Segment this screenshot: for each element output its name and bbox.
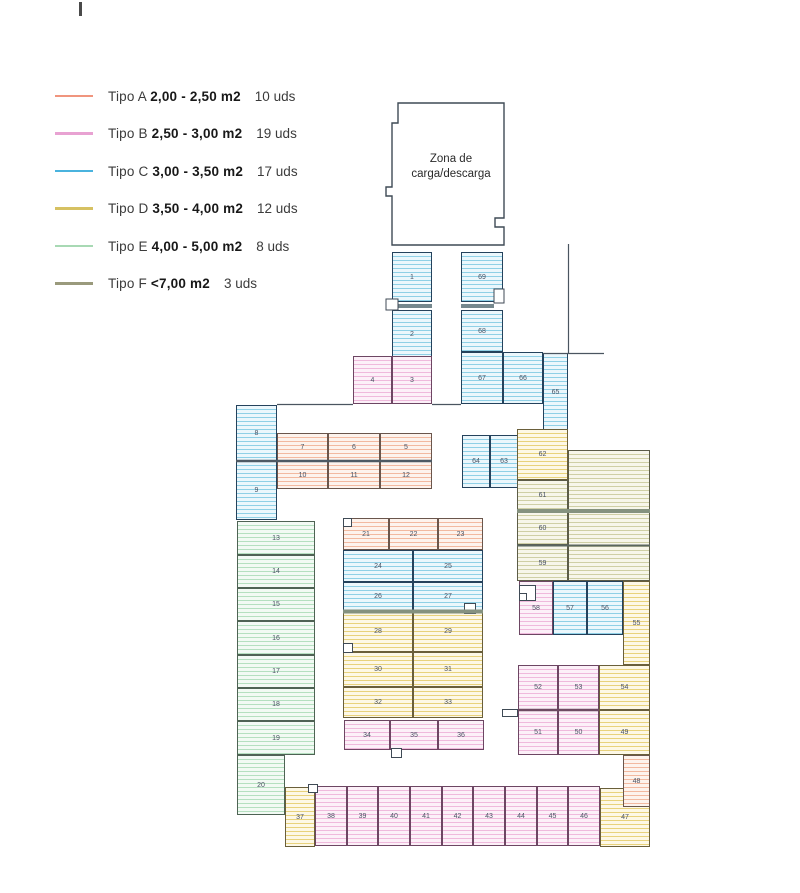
unit-34 — [344, 720, 390, 750]
legend-swatch-C — [55, 170, 93, 172]
pillar — [391, 748, 402, 758]
unit-number: 50 — [574, 729, 583, 736]
unit-38 — [315, 786, 347, 846]
loading-zone-label: Zona de carga/descarga — [411, 153, 491, 180]
unit-43 — [473, 786, 505, 846]
unit-number: 54 — [620, 684, 629, 691]
unit-number: 69 — [478, 273, 486, 281]
unit-number: 38 — [327, 812, 335, 820]
unit-number: 22 — [409, 530, 418, 538]
unit-number: 43 — [485, 812, 493, 820]
unit-number: 61 — [538, 492, 547, 499]
unit-number: 45 — [548, 812, 557, 820]
unit-number: 3 — [410, 376, 414, 384]
unit-number: 32 — [374, 699, 382, 706]
unit-number: 29 — [444, 628, 452, 635]
unit-59 — [517, 545, 568, 581]
scan-tick-mark — [79, 2, 82, 16]
unit-20 — [237, 755, 285, 815]
unit-number: 40 — [390, 812, 398, 820]
unit-number: 16 — [272, 634, 280, 642]
legend-label: Tipo C 3,00 - 3,50 m2 — [108, 163, 244, 179]
unit-number: 37 — [296, 813, 304, 821]
pillar — [464, 603, 476, 614]
legend-label: Tipo E 4,00 - 5,00 m2 — [108, 238, 243, 254]
unit-18 — [237, 688, 315, 721]
legend-item-B — [55, 126, 297, 142]
unit-56 — [587, 581, 623, 635]
unit-number: 62 — [538, 451, 547, 458]
unit-65 — [543, 353, 568, 432]
unit-number: 7 — [300, 443, 305, 451]
unit-19 — [237, 721, 315, 755]
legend-label: Tipo A 2,00 - 2,50 m2 — [108, 88, 241, 104]
unit-number: 39 — [358, 812, 367, 820]
unit-8 — [236, 405, 277, 461]
legend-swatch-A — [55, 95, 93, 97]
unit-number: 19 — [272, 734, 280, 742]
unit-36 — [438, 720, 484, 750]
unit-number: 27 — [444, 593, 452, 600]
unit-25 — [413, 550, 483, 582]
legend-swatch-F — [55, 282, 93, 284]
unit-number: 48 — [632, 777, 641, 785]
unit-number: 11 — [350, 471, 358, 479]
legend-swatch-D — [55, 207, 93, 209]
unit-number: 65 — [551, 389, 560, 396]
unit-35 — [390, 720, 438, 750]
unit-number: 41 — [422, 812, 430, 820]
unit-11 — [328, 461, 380, 489]
unit-number: 36 — [457, 731, 465, 739]
unit-67 — [461, 352, 503, 404]
unit-number: 53 — [574, 684, 583, 691]
unit-50 — [558, 710, 599, 755]
unit-10 — [277, 461, 328, 489]
unit-40 — [378, 786, 410, 846]
unit-31 — [413, 652, 483, 687]
unit-number: 31 — [444, 666, 452, 673]
unit-5 — [380, 433, 432, 461]
unit-23 — [438, 518, 483, 550]
unit-number: 67 — [478, 374, 486, 382]
unit-number: 1 — [410, 273, 414, 281]
unit-number: 18 — [272, 701, 280, 708]
legend-count: 8 uds — [256, 238, 290, 254]
legend-item-A — [55, 88, 295, 104]
unit-number: 28 — [374, 628, 382, 635]
unit-37 — [285, 787, 315, 847]
unit-32 — [343, 687, 413, 718]
pillar — [502, 709, 518, 717]
unit-number: 20 — [257, 781, 265, 789]
unit-12 — [380, 461, 432, 489]
unit-number: 42 — [453, 812, 462, 820]
unit-69 — [461, 252, 503, 302]
unit-number: 46 — [580, 812, 588, 820]
unit-number: 51 — [534, 729, 542, 736]
unit-number: 58 — [532, 604, 540, 612]
unit-number: 8 — [254, 429, 259, 437]
unit-number: 49 — [620, 729, 629, 736]
unit-3 — [392, 356, 432, 404]
legend-item-C — [55, 163, 298, 179]
unit-number: 52 — [534, 684, 542, 691]
unit-6 — [328, 433, 380, 461]
legend-label: Tipo F <7,00 m2 — [108, 276, 210, 291]
unit-2 — [392, 310, 432, 358]
unit-26 — [343, 582, 413, 611]
unit-number: 14 — [272, 568, 280, 575]
unit-4 — [353, 356, 392, 404]
unit-area-F — [568, 450, 650, 581]
unit-9 — [236, 461, 277, 520]
unit-number: 59 — [538, 559, 547, 567]
unit-28 — [343, 611, 413, 652]
pillar — [519, 593, 527, 601]
unit-number: 34 — [363, 731, 371, 739]
unit-68 — [461, 310, 503, 352]
unit-number: 12 — [402, 471, 410, 479]
unit-number: 5 — [404, 443, 408, 451]
unit-number: 63 — [500, 458, 508, 465]
unit-51 — [518, 710, 558, 755]
unit-54 — [599, 665, 650, 710]
unit-45 — [537, 786, 568, 846]
legend-swatch-B — [55, 132, 93, 134]
unit-39 — [347, 786, 378, 846]
unit-number: 64 — [472, 458, 480, 465]
unit-number: 57 — [566, 604, 574, 612]
pillar — [343, 643, 353, 653]
legend-count: 12 uds — [257, 201, 298, 216]
unit-66 — [503, 352, 543, 404]
legend-count: 10 uds — [254, 88, 296, 104]
unit-number: 2 — [410, 330, 414, 338]
unit-44 — [505, 786, 537, 846]
unit-number: 24 — [374, 562, 382, 570]
unit-number: 9 — [254, 487, 259, 494]
legend-count: 19 uds — [256, 126, 297, 141]
unit-number: 33 — [444, 699, 452, 706]
unit-52 — [518, 665, 558, 710]
unit-63 — [490, 435, 518, 488]
unit-16 — [237, 621, 315, 655]
unit-41 — [410, 786, 442, 846]
unit-number: 35 — [410, 731, 418, 739]
pillar — [308, 784, 318, 793]
unit-number: 25 — [444, 562, 452, 570]
unit-29 — [413, 611, 483, 652]
pillar — [343, 518, 352, 527]
unit-60 — [517, 511, 568, 545]
unit-number: 23 — [456, 530, 465, 538]
legend-swatch-E — [55, 245, 93, 247]
unit-number: 47 — [621, 814, 629, 821]
unit-57 — [553, 581, 587, 635]
legend-item-F — [55, 276, 257, 292]
unit-46 — [568, 786, 600, 846]
unit-61 — [517, 480, 568, 511]
unit-number: 4 — [370, 376, 375, 384]
unit-number: 15 — [272, 601, 280, 608]
unit-62 — [517, 429, 568, 480]
unit-number: 10 — [298, 471, 307, 479]
unit-1 — [392, 252, 432, 302]
unit-number: 44 — [517, 812, 525, 820]
unit-number: 55 — [632, 619, 641, 627]
unit-53 — [558, 665, 599, 710]
unit-55 — [623, 581, 650, 665]
unit-number: 6 — [352, 443, 356, 451]
unit-number: 30 — [374, 666, 382, 673]
unit-49 — [599, 710, 650, 755]
unit-33 — [413, 687, 483, 718]
unit-number: 13 — [272, 534, 280, 542]
unit-number: 26 — [374, 593, 382, 600]
unit-number: 68 — [478, 327, 486, 335]
legend-label: Tipo D 3,50 - 4,00 m2 — [108, 201, 244, 216]
unit-17 — [237, 655, 315, 688]
unit-7 — [277, 433, 328, 461]
unit-64 — [462, 435, 490, 488]
unit-22 — [389, 518, 438, 550]
unit-15 — [237, 588, 315, 621]
legend-count: 3 uds — [223, 276, 257, 291]
unit-number: 17 — [272, 668, 280, 675]
unit-48 — [623, 755, 650, 807]
unit-13 — [237, 521, 315, 555]
unit-number: 60 — [538, 524, 547, 532]
unit-24 — [343, 550, 413, 582]
unit-42 — [442, 786, 473, 846]
legend-item-E — [55, 238, 289, 254]
unit-30 — [343, 652, 413, 687]
legend-label: Tipo B 2,50 - 3,00 m2 — [108, 126, 243, 141]
legend-count: 17 uds — [257, 163, 298, 179]
unit-14 — [237, 555, 315, 588]
unit-number: 66 — [519, 374, 527, 382]
unit-number: 56 — [601, 604, 609, 612]
unit-number: 21 — [362, 530, 370, 538]
legend-item-D — [55, 201, 298, 217]
